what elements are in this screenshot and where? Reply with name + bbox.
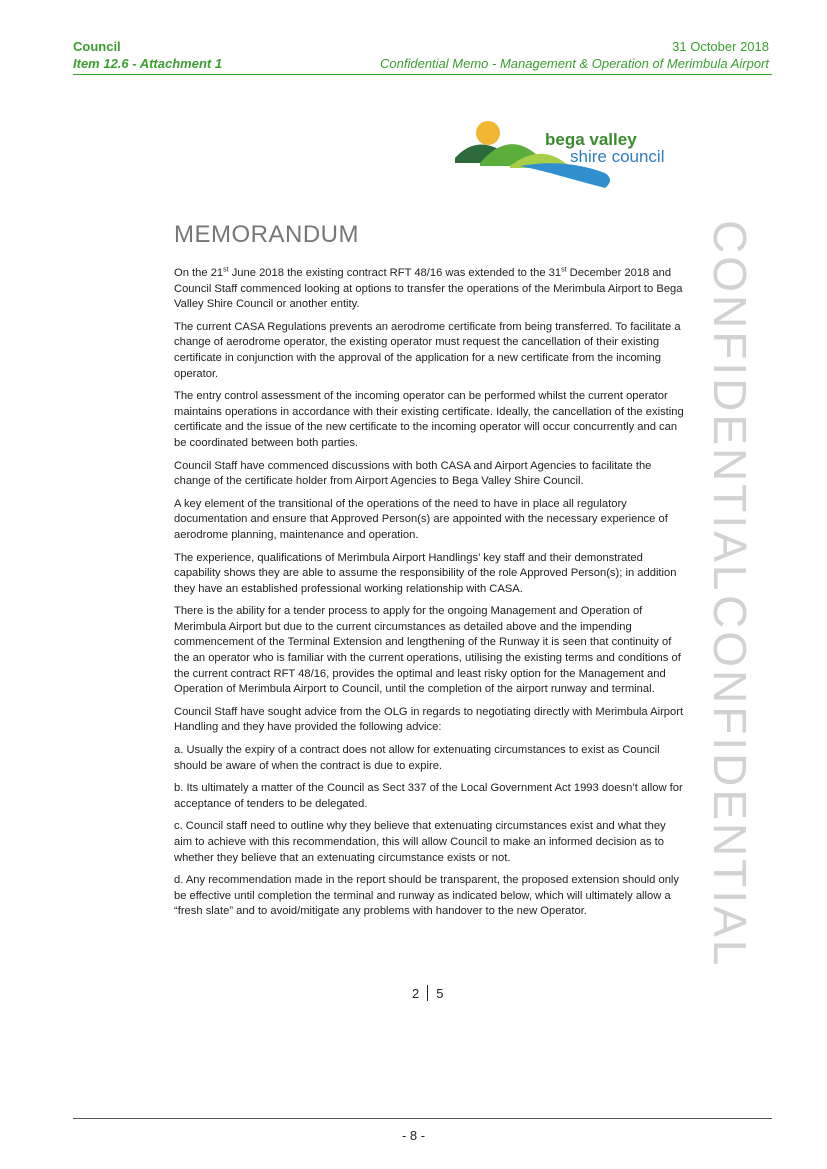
paragraph-2: The current CASA Regulations prevents an aerodrome certificate from being transferred. To facilitate a change of aerodrome operator, the existing operator must request the cancellation of their existing certificate in conjunction with the approval of the application for a new certificate from the incoming operator.	[174, 320, 681, 380]
paragraph-8: Council Staff have sought advice from the OLG in regards to negotiating directly with Merimbula Airport Handling and they have provided the following advice:	[174, 705, 684, 734]
council-logo-text	[545, 131, 665, 165]
logo-sun	[476, 121, 500, 145]
footer-page-number: - 8 -	[401, 1128, 426, 1143]
page-total: 5	[436, 986, 444, 1001]
advice-item-a: a. Usually the expiry of a contract does not allow for extenuating circumstances to exist as Council should be aware of when the contract is due to expire.	[174, 744, 660, 772]
paragraph-3: The entry control assessment of the incoming operator can be performed whilst the current operator maintains operations in accordance with their existing certificate. Ideally, the cancellation of the existing certificate and the issue of the new certificate to the incoming operator will occur concurrently and can be coordinated between both parties.	[174, 390, 684, 449]
advice-item-b: b. Its ultimately a matter of the Council as Sect 337 of the Local Government Act 1993 doesn’t allow for acceptance of tenders to be delegated.	[174, 782, 683, 810]
paragraph-5: A key element of the transitional of the operations of the need to have in place all regulatory documentation and ensure that Approved Person(s) are appointed with the necessary experience of aerodrome planning, maintenance and operation.	[174, 497, 668, 541]
header-right	[380, 38, 769, 72]
header-council: Council	[73, 39, 121, 54]
paragraph-4: Council Staff have commenced discussions with both CASA and Airport Agencies to facilitate the change of the certificate holder from Airport Agencies to Bega Valley Shire Council.	[174, 459, 652, 488]
header-divider	[73, 74, 772, 75]
confidential-watermark-bottom: CONFIDENTIAL	[704, 595, 756, 969]
paragraph-7: There is the ability for a tender process to apply for the ongoing Management and Operation of Merimbula Airport but due to the current circumstances as detailed above and the impending commencement of the Terminal Extension and lengthening of the Runway it is seen that continuity of the an operator who is familiar with the current operations, utilising the existing terms and conditions of the current contract RFT 48/16, provides the optimal and least risky option for the Management and Operation of Merimbula Airport to Council, until the completion of the airport runway and terminal.	[174, 605, 681, 696]
header-item-reference: Item 12.6 - Attachment 1	[73, 56, 223, 71]
memo-body	[174, 266, 684, 927]
footer-divider	[73, 1118, 772, 1119]
paragraph-1: On the 21st June 2018 the existing contract RFT 48/16 was extended to the 31st December 2018 and Council Staff commenced looking at options to transfer the operations of the Merimbula Airport to Bega Valley Shire Council or another entity.	[174, 266, 683, 311]
header-left	[73, 38, 222, 72]
memo-title: MEMORANDUM	[174, 221, 359, 248]
header-date: 31 October 2018	[672, 39, 769, 54]
logo-line1: bega valley	[545, 130, 637, 149]
confidential-watermark-top: CONFIDENTIAL	[704, 220, 756, 594]
page-indicator	[412, 985, 443, 1001]
header-document-title: Confidential Memo - Management & Operation of Merimbula Airport	[380, 56, 769, 71]
page-current: 2	[412, 986, 420, 1001]
advice-item-d: d. Any recommendation made in the report should be transparent, the proposed extension should only be effective until completion the terminal and runway as indicated below, which will ultimately allow a “fresh slate” and to avoid/mitigate any problems with handover to the new Operator.	[174, 874, 679, 918]
paragraph-6: The experience, qualifications of Merimbula Airport Handlings’ key staff and their demonstrated capability shows they are able to assume the responsibility of the role Approved Person(s); in addition they have an established professional working relationship with CASA.	[174, 551, 677, 595]
advice-item-c: c. Council staff need to outline why they believe that extenuating circumstances exist and what they aim to achieve with this recommendation, this will allow Council to make an informed decision as to whether they believe that an extenuating circumstance exists or not.	[174, 820, 666, 864]
logo-water	[520, 163, 610, 188]
logo-line2: shire council	[570, 147, 665, 166]
page-separator	[427, 985, 428, 1001]
